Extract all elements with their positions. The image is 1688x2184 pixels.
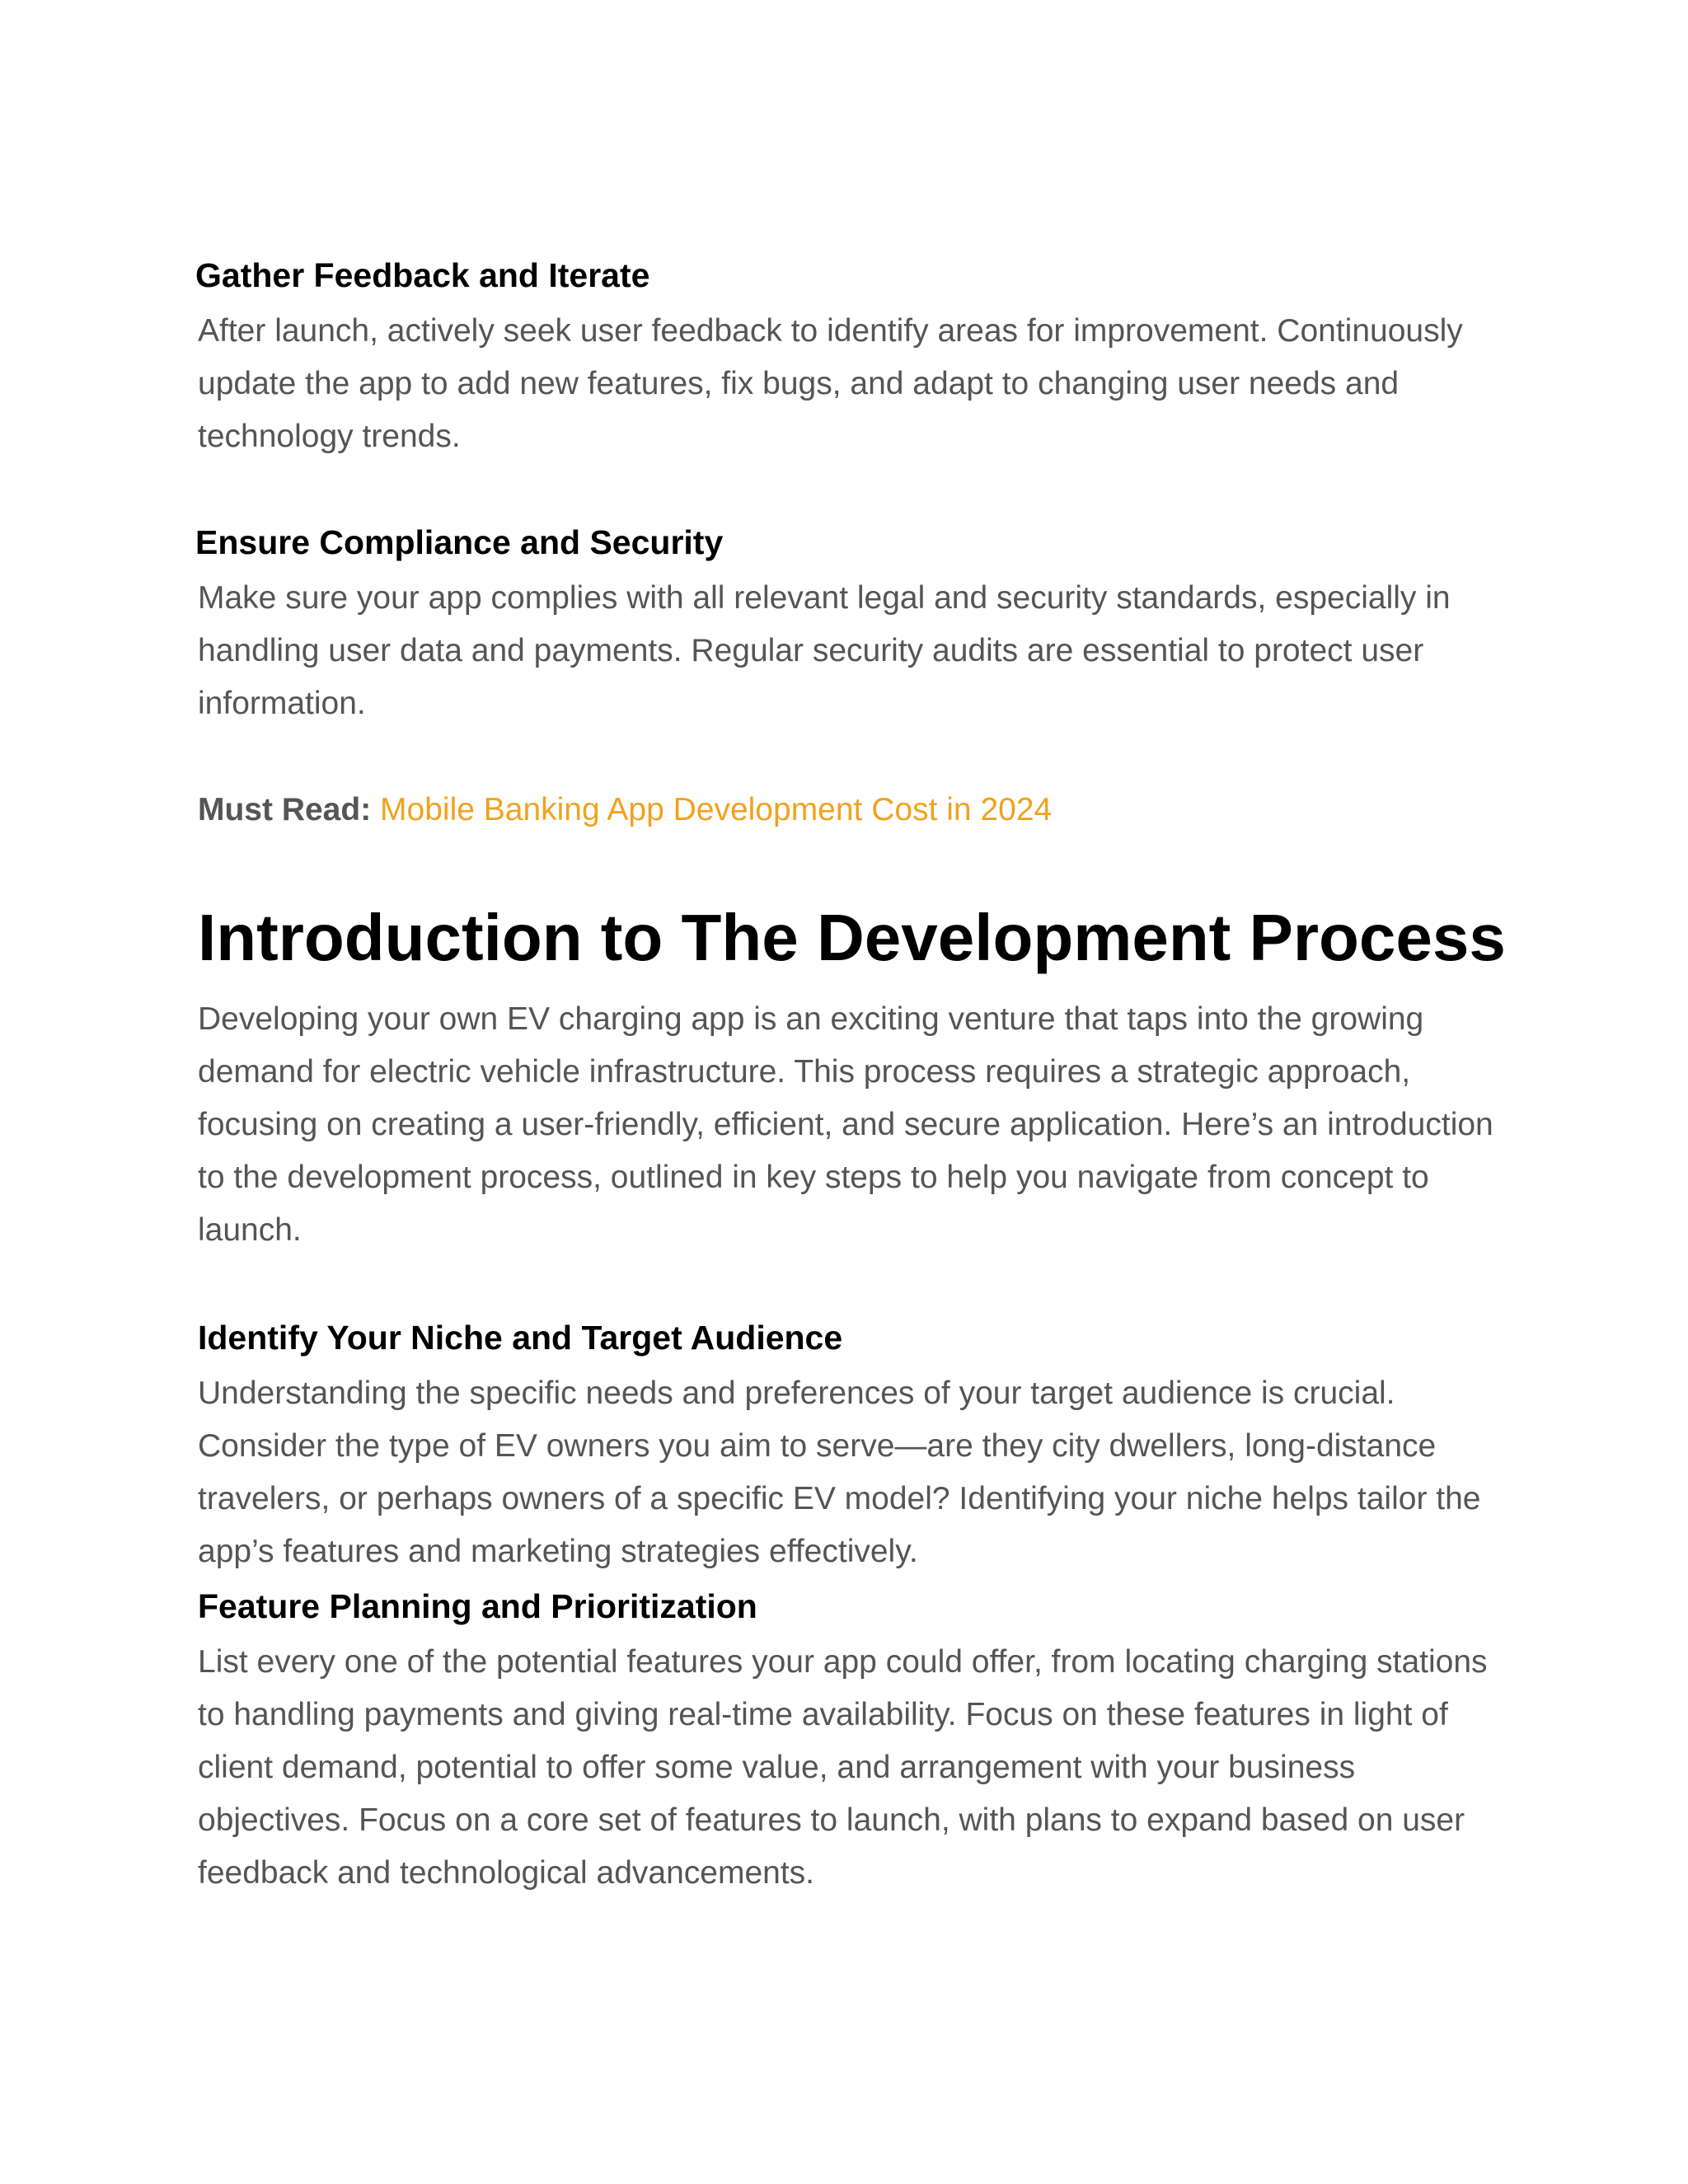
section-identify-niche: [198, 1316, 1508, 1359]
must-read-link[interactable]: Mobile Banking App Development Cost in 2024: [380, 792, 1053, 827]
section-introduction-body: [198, 993, 1508, 1257]
section-paragraph: Make sure your app complies with all relevant legal and security standards, especially in handling user data and payments. Regular security audits are essential to protect user information.: [198, 580, 1451, 721]
page-title: Introduction to The Development Process: [198, 901, 1506, 974]
section-paragraph: Understanding the specific needs and preferences of your target audience is crucial. Consider the type of EV owners you aim to serve—are they city dwellers, long-distance travelers, or perhaps owners of a specific EV model? Identifying your niche helps tailor the app’s features and marketing strategies effectively.: [198, 1376, 1481, 1569]
section-paragraph: After launch, actively seek user feedback to identify areas for improvement. Continuously update the app to add new features, fix bugs, and adapt to changing user needs and technology trends.: [198, 313, 1463, 454]
section-paragraph: List every one of the potential features your app could offer, from locating charging stations to handling payments and giving real-time availability. Focus on these features in light of client demand, potential to offer some value, and arrangement with your business objectives. Focus on a core set of features to launch, with plans to expand based on user feedback and technological advancements.: [198, 1644, 1488, 1891]
section-introduction: [198, 897, 1508, 979]
section-gather-feedback-body: [198, 305, 1508, 463]
section-heading: Feature Planning and Prioritization: [198, 1587, 757, 1625]
section-paragraph: Developing your own EV charging app is an exciting venture that taps into the growing demand for electric vehicle infrastructure. This process requires a strategic approach, focusing on creating a user-friendly, efficient, and secure application. Here’s an introduction to the development process, outlined in key steps to help you navigate from concept to launch.: [198, 1001, 1493, 1248]
must-read: [198, 787, 1508, 833]
section-heading: Identify Your Niche and Target Audience: [198, 1319, 843, 1357]
section-feature-planning-body: [198, 1636, 1508, 1900]
section-heading: Ensure Compliance and Security: [195, 523, 724, 561]
must-read-line: [198, 787, 1508, 833]
section-identify-niche-body: [198, 1367, 1508, 1578]
section-gather-feedback: [195, 254, 1508, 297]
section-heading: Gather Feedback and Iterate: [195, 256, 650, 294]
section-compliance-security-body: [198, 572, 1508, 730]
section-feature-planning: [198, 1585, 1508, 1628]
section-compliance-security: [195, 521, 1508, 564]
must-read-label: Must Read:: [198, 792, 372, 827]
